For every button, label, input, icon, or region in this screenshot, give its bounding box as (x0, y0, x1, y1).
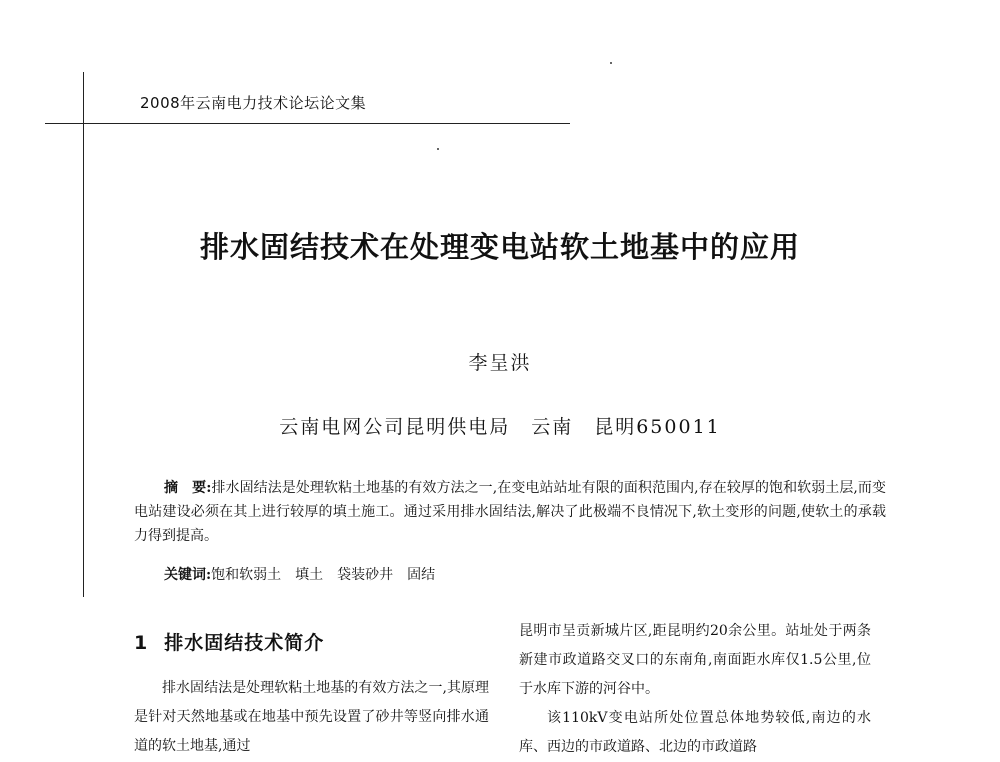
proceedings-header: 2008年云南电力技术论坛论文集 (140, 94, 367, 112)
keywords-label: 关键词: (164, 567, 212, 583)
abstract-label: 摘 要: (164, 480, 212, 496)
author-affiliation: 云南电网公司昆明供电局 云南 昆明650011 (279, 416, 721, 438)
abstract (134, 476, 886, 548)
keyword: 袋装砂井 (337, 567, 394, 583)
abstract-text: 排水固结法是处理软粘土地基的有效方法之一,在变电站站址有限的面积范围内,存在较厚的饱和软弱土层,而变电站建设必须在其上进行较厚的填土施工。通过采用排水固结法,解决了此极端不良情况下,软土变形的问题,使软土的承载力得到提高。 (134, 480, 886, 544)
section-heading (134, 628, 324, 655)
keyword: 饱和软弱土 (211, 567, 282, 583)
section-number: 1 (134, 632, 149, 654)
body-paragraph: 昆明市呈贡新城片区,距昆明约20余公里。站址处于两条新建市政道路交叉口的东南角,南面距水库仅1.5公里,位于水库下游的河谷中。 (519, 623, 871, 697)
body-paragraph: 该110kV变电站所处位置总体地势较低,南边的水库、西边的市政道路、北边的市政道路 (519, 710, 871, 755)
paper-title: 排水固结技术在处理变电站软土地基中的应用 (199, 230, 800, 264)
author-name: 李呈洪 (468, 352, 532, 374)
section-title: 排水固结技术简介 (164, 632, 325, 654)
scan-speck (437, 148, 439, 150)
keyword: 填土 (295, 567, 324, 583)
body-column-right (519, 617, 871, 762)
scan-speck (610, 62, 612, 64)
keywords (164, 564, 449, 584)
body-column-left (134, 674, 489, 761)
keyword: 固结 (407, 567, 436, 583)
header-horizontal-rule (45, 123, 570, 124)
body-paragraph: 排水固结法是处理软粘土地基的有效方法之一,其原理是针对天然地基或在地基中预先设置了砂井等竖向排水通道的软土地基,通过 (134, 680, 489, 754)
margin-vertical-rule (83, 72, 84, 597)
